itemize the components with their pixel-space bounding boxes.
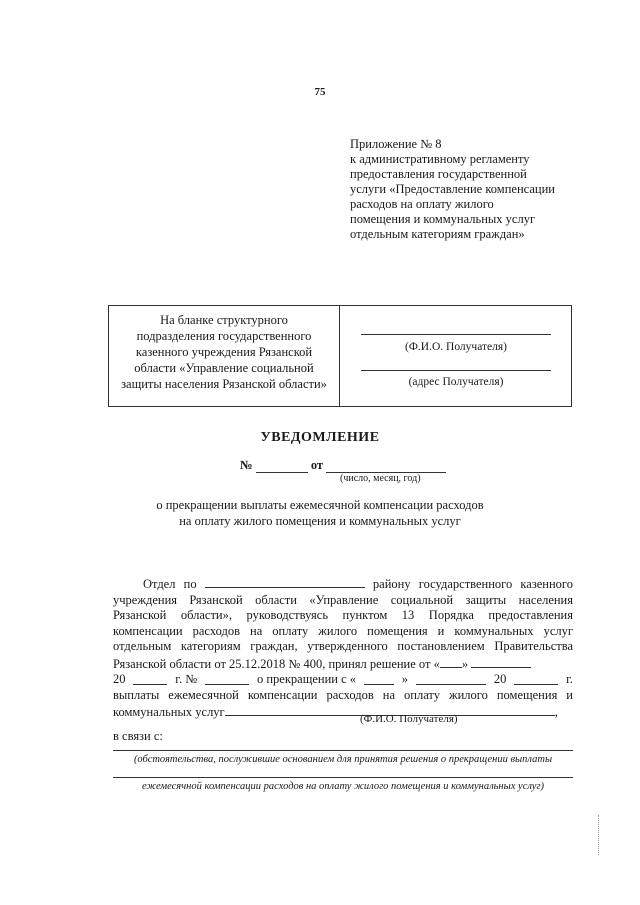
fio-caption: (Ф.И.О. Получателя)	[360, 713, 458, 725]
stop-month-field[interactable]	[416, 672, 486, 685]
appendix-line: предоставления государственной	[350, 167, 527, 181]
page-number: 75	[314, 86, 326, 98]
letterhead-line: защиты населения Рязанской области»	[121, 377, 327, 391]
appendix-line: помещения и коммунальных услуг	[350, 212, 536, 226]
body-paragraph: Отдел по району государственного казенного учреждения Рязанской области «Управление социальной защиты населения Рязанской области», руководствуясь пунктом 13 Порядка предоставления компенсации расходов на оплату жилого помещения и коммунальных услуг отдельным категориям граждан, утвержденного постановлением Правительства Рязанской области от 25.12.2018 № 400, принял решение от « »	[113, 577, 573, 671]
appendix-line: расходов на оплату жилого	[350, 197, 494, 211]
letterhead-placeholder	[109, 306, 340, 406]
document-title: УВЕДОМЛЕНИЕ	[260, 430, 380, 445]
in-connection-label: в связи с:	[113, 729, 163, 743]
letterhead-line: казенного учреждения Рязанской	[135, 345, 313, 359]
notice-date-field[interactable]	[326, 457, 446, 473]
recipient-address-field[interactable]	[361, 370, 551, 371]
notice-subject	[0, 497, 640, 529]
stop-year-field[interactable]	[514, 672, 558, 685]
reason-field-1[interactable]	[113, 750, 573, 751]
number-date-line	[240, 457, 446, 473]
decision-year-field[interactable]	[133, 672, 167, 685]
body-line-2: 20 г. № о прекращении с « » 20 г.	[113, 672, 573, 686]
scan-artifact	[598, 815, 600, 855]
recipient-name-caption: (Ф.И.О. Получателя)	[405, 341, 507, 353]
decision-day-field[interactable]	[440, 655, 462, 668]
recipient-name-field[interactable]	[361, 334, 551, 335]
appendix-line: услуги «Предоставление компенсации	[350, 182, 555, 196]
decision-month-field[interactable]	[471, 655, 531, 668]
subject-line: на оплату жилого помещения и коммунальных услуг	[179, 514, 461, 528]
body-line-4: коммунальных услуг ,	[113, 705, 558, 719]
appendix-line: Приложение № 8	[350, 137, 442, 151]
district-field[interactable]	[205, 575, 365, 588]
stop-day-field[interactable]	[364, 672, 394, 685]
date-caption: (число, месяц, год)	[340, 473, 421, 484]
reason-caption-1: (обстоятельства, послужившие основанием для принятия решения о прекращении выплаты	[133, 754, 553, 765]
subject-line: о прекращении выплаты ежемесячной компенсации расходов	[156, 498, 484, 512]
number-sign: №	[240, 458, 253, 472]
letterhead-line: подразделения государственного	[136, 329, 312, 343]
recipient-address-caption: (адрес Получателя)	[408, 376, 504, 388]
decision-number-field[interactable]	[205, 672, 249, 685]
letterhead-line: На бланке структурного	[160, 313, 288, 327]
notice-number-field[interactable]	[256, 457, 308, 473]
appendix-line: отдельным категориям граждан»	[350, 227, 525, 241]
from-label: от	[310, 458, 324, 472]
body-line-3: выплаты ежемесячной компенсации расходов на оплату жилого помещения и	[113, 687, 573, 702]
header-box	[108, 305, 572, 407]
letterhead-line: области «Управление социальной	[134, 361, 314, 375]
reason-field-2[interactable]	[113, 777, 573, 778]
appendix-line: к административному регламенту	[350, 152, 530, 166]
reason-caption-2: ежемесячной компенсации расходов на оплату жилого помещения и коммунальных услуг)	[141, 781, 545, 792]
notice-body	[113, 575, 573, 721]
recipient-block	[341, 306, 571, 406]
appendix-header	[350, 137, 590, 242]
